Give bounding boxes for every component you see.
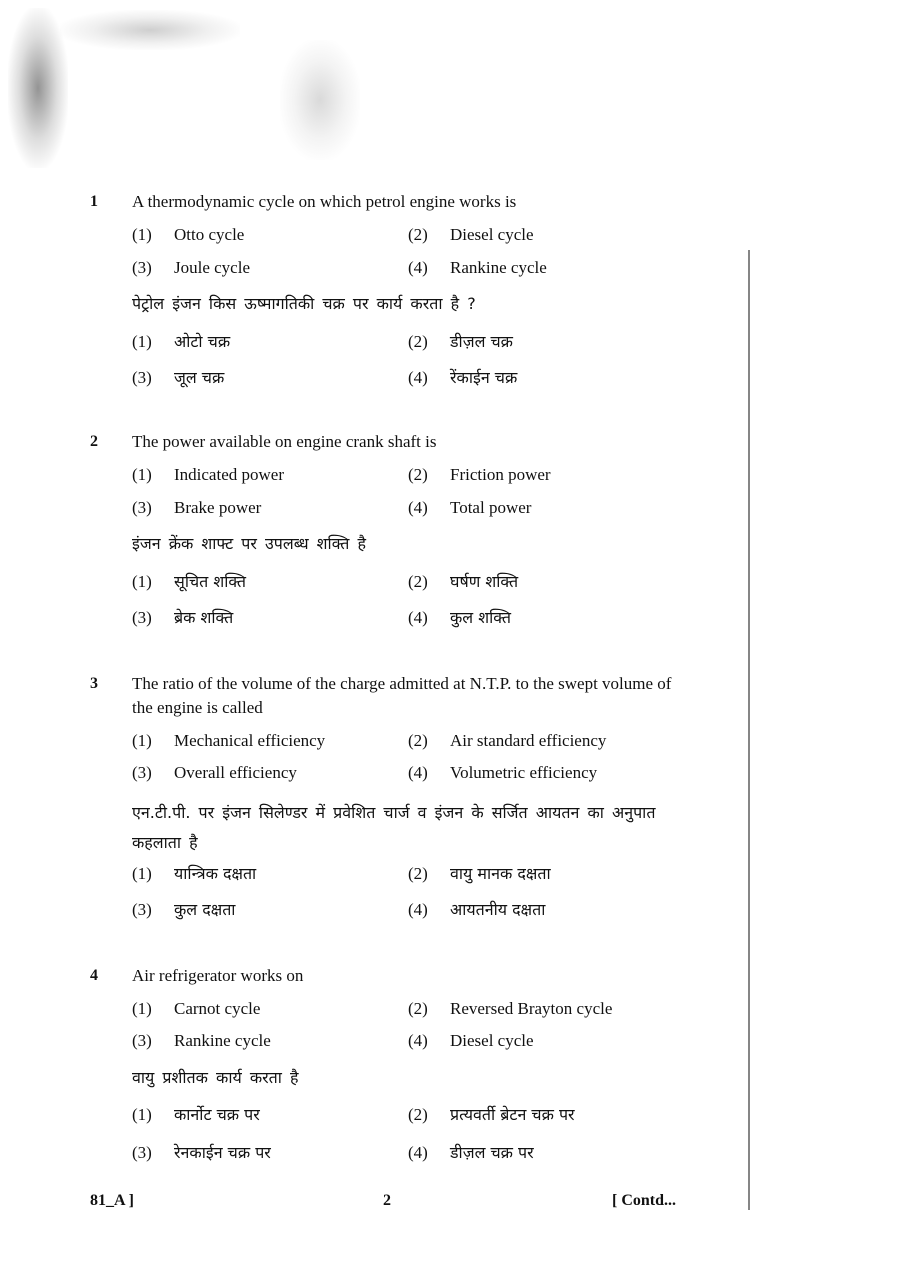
option-label: Rankine cycle [174, 1031, 271, 1050]
option-hi-4 [408, 606, 511, 628]
question-text-hi: पेट्रोल इंजन किस ऊष्मागतिकी चक्र पर कार्य करता है ? [132, 294, 476, 313]
option-number: (4) [408, 608, 428, 627]
option-en-4 [408, 763, 597, 783]
option-en-2 [408, 731, 606, 751]
scan-smudge [280, 40, 360, 160]
option-number: (4) [408, 258, 428, 277]
option-label: Indicated power [174, 465, 284, 484]
option-hi-2 [408, 570, 518, 592]
option-label: Friction power [450, 465, 551, 484]
option-en-3 [132, 763, 297, 783]
option-label: रेंकाईन चक्र [450, 368, 518, 387]
option-number: (4) [408, 1143, 428, 1162]
option-number: (1) [132, 332, 152, 351]
option-label: रेनकाईन चक्र पर [174, 1143, 271, 1162]
question-number: 3 [90, 675, 98, 692]
scan-margin-line [748, 250, 750, 1210]
option-number: (2) [408, 572, 428, 591]
option-hi-4 [408, 1141, 534, 1163]
option-label: कार्नोट चक्र पर [174, 1105, 260, 1124]
option-number: (2) [408, 225, 428, 244]
option-hi-3 [132, 898, 235, 920]
option-number: (2) [408, 332, 428, 351]
option-number: (3) [132, 1031, 152, 1050]
option-hi-4 [408, 366, 517, 388]
option-number: (4) [408, 368, 428, 387]
option-en-4 [408, 258, 547, 278]
option-hi-1 [132, 330, 230, 352]
option-en-1 [132, 465, 284, 485]
question-text-en: The ratio of the volume of the charge admitted at N.T.P. to the swept volume of the engine is called [132, 674, 672, 717]
option-number: (3) [132, 1143, 152, 1162]
option-number: (3) [132, 608, 152, 627]
paper-code: 81_A ] [90, 1192, 134, 1209]
option-number: (3) [132, 498, 152, 517]
option-label: कुल दक्षता [174, 900, 236, 919]
option-label: घर्षण शक्ति [450, 572, 519, 591]
option-label: Otto cycle [174, 225, 245, 244]
option-number: (3) [132, 368, 152, 387]
option-number: (2) [408, 465, 428, 484]
option-hi-2 [408, 1103, 575, 1125]
option-number: (1) [132, 572, 152, 591]
option-number: (1) [132, 465, 152, 484]
option-number: (2) [408, 864, 428, 883]
option-label: वायु मानक दक्षता [450, 864, 551, 883]
question-text-en: Air refrigerator works on [132, 966, 304, 985]
option-hi-3 [132, 1141, 271, 1163]
option-en-1 [132, 731, 325, 751]
option-hi-2 [408, 330, 513, 352]
option-label: Carnot cycle [174, 999, 261, 1018]
option-label: Rankine cycle [450, 258, 547, 277]
question-text-en: A thermodynamic cycle on which petrol engine works is [132, 192, 517, 211]
option-en-3 [132, 258, 250, 278]
option-label: डीज़ल चक्र [450, 332, 513, 351]
option-en-4 [408, 498, 531, 518]
question-number: 1 [90, 193, 98, 210]
option-en-2 [408, 225, 534, 245]
option-number: (1) [132, 999, 152, 1018]
option-hi-1 [132, 570, 246, 592]
question-text-hi: एन.टी.पी. पर इंजन सिलेण्डर में प्रवेशित चार्ज व इंजन के सर्जित आयतन का अनुपात कहलाता है [132, 803, 656, 852]
option-en-3 [132, 498, 261, 518]
question-number: 4 [90, 967, 98, 984]
option-number: (1) [132, 731, 152, 750]
option-number: (4) [408, 763, 428, 782]
option-number: (3) [132, 763, 152, 782]
option-hi-4 [408, 898, 545, 920]
option-label: Joule cycle [174, 258, 250, 277]
option-en-3 [132, 1031, 271, 1051]
question-text-hi: वायु प्रशीतक कार्य करता है [132, 1068, 299, 1087]
question-number: 2 [90, 433, 98, 450]
option-label: Diesel cycle [450, 1031, 534, 1050]
option-label: Mechanical efficiency [174, 731, 326, 750]
option-label: Brake power [174, 498, 262, 517]
option-hi-1 [132, 1103, 260, 1125]
option-label: Diesel cycle [450, 225, 534, 244]
question-text-en: The power available on engine crank shaft is [132, 432, 437, 451]
option-label: ओटो चक्र [174, 332, 231, 351]
option-en-1 [132, 999, 260, 1019]
option-label: Reversed Brayton cycle [450, 999, 613, 1018]
option-label: आयतनीय दक्षता [450, 900, 546, 919]
question-text-hi: इंजन क्रेंक शाफ्ट पर उपलब्ध शक्ति है [132, 534, 366, 553]
option-label: जूल चक्र [174, 368, 225, 387]
option-hi-1 [132, 862, 256, 884]
option-number: (1) [132, 864, 152, 883]
option-number: (2) [408, 1105, 428, 1124]
option-label: कुल शक्ति [450, 608, 511, 627]
option-label: प्रत्यवर्ती ब्रेटन चक्र पर [450, 1105, 575, 1124]
option-number: (4) [408, 1031, 428, 1050]
option-number: (3) [132, 258, 152, 277]
option-hi-3 [132, 366, 224, 388]
option-label: यान्त्रिक दक्षता [174, 864, 257, 883]
option-number: (2) [408, 731, 428, 750]
page-number: 2 [383, 1192, 391, 1209]
option-number: (1) [132, 225, 152, 244]
option-label: Volumetric efficiency [450, 763, 598, 782]
option-label: Air standard efficiency [450, 731, 607, 750]
option-number: (4) [408, 498, 428, 517]
option-hi-2 [408, 862, 551, 884]
option-label: Total power [450, 498, 532, 517]
option-en-4 [408, 1031, 534, 1051]
option-hi-3 [132, 606, 233, 628]
option-number: (2) [408, 999, 428, 1018]
option-number: (1) [132, 1105, 152, 1124]
continued-note: [ Contd... [612, 1192, 677, 1209]
scan-smudge [60, 10, 240, 50]
option-en-2 [408, 999, 612, 1019]
option-en-1 [132, 225, 244, 245]
scan-smudge [8, 8, 68, 168]
option-label: डीज़ल चक्र पर [450, 1143, 534, 1162]
option-en-2 [408, 465, 551, 485]
option-label: Overall efficiency [174, 763, 297, 782]
option-number: (4) [408, 900, 428, 919]
option-number: (3) [132, 900, 152, 919]
option-label: ब्रेक शक्ति [174, 608, 234, 627]
option-label: सूचित शक्ति [174, 572, 247, 591]
